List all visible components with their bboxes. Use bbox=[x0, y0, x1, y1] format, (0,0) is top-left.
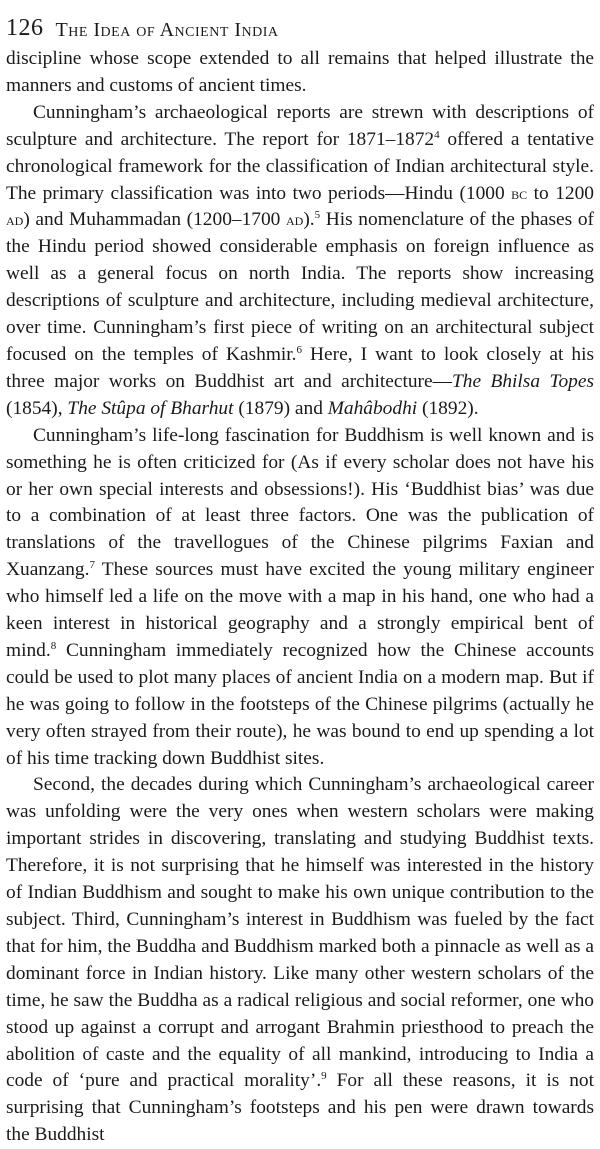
book-title: The Bhilsa Topes bbox=[452, 370, 595, 392]
text-run: Cunningham immediately recognized how the Chinese accounts could be used to plot many places of ancient India on a modern map. But if he was going to follow in the footsteps of the Chinese pilgrims (actually he very often strayed from their route), he was bound to end up spending a lot of his time tracking down Buddhist sites. bbox=[6, 639, 594, 769]
text-run: His nomenclature of the phases of the Hindu period showed considerable emphasis on foreign influence as well as a general focus on north India. The reports show increasing descriptions of sculpture and architecture, including medieval architecture, over time. Cunningham’s first piece of writing on an architectural subject focused on the temples of Kashmir. bbox=[6, 209, 594, 365]
text-run: ). bbox=[303, 209, 315, 231]
text-run: to 1200 bbox=[527, 182, 594, 204]
running-header bbox=[6, 0, 594, 46]
book-page bbox=[6, 0, 594, 1149]
text-run: (1854), bbox=[6, 397, 68, 419]
text-run: These sources must have excited the young military engineer who himself led a life on the move with a map in his hand, one who had a keen interest in historical geography and a strongly empirical bent of mind. bbox=[6, 559, 594, 661]
footnote-marker: 5 bbox=[314, 209, 321, 222]
text-run: offered a tentative chronological framework for the classification of Indian architectural style. The primary classification was into two periods—Hindu (1000 bbox=[6, 128, 594, 204]
page-number: 126 bbox=[6, 15, 44, 41]
text-run: (1879) and bbox=[233, 397, 328, 419]
text-run: ) and Muhammadan (1200–1700 bbox=[23, 209, 286, 231]
text-run: discipline whose scope extended to all remains that helped illustrate the manners and customs of ancient times. bbox=[6, 48, 594, 96]
text-run: Second, the decades during which Cunningham’s archaeological career was unfolding were the very ones when western scholars were making important strides in discovering, translating and studying Buddhist texts. Therefore, it is not surprising that he himself was interested in the history of Indian Buddhism and sought to make his own unique contribution to the subject. Third, Cunningham’s interest in Buddhism was fueled by the fact that for him, the Buddha and Buddhism marked both a pinnacle as well as a dominant force in Indian history. Like many other western scholars of the time, he saw the Buddha as a radical religious and social reformer, one who stood up against a corrupt and arrogant Brahmin priesthood to preach the abolition of caste and the equality of all mankind, introducing to India a code of ‘pure and practical morality’. bbox=[6, 774, 594, 1092]
footnote-marker: 9 bbox=[321, 1070, 327, 1083]
era-abbreviation: ad bbox=[6, 210, 24, 230]
era-abbreviation: bc bbox=[511, 183, 528, 203]
paragraph-buddhism-fascination bbox=[6, 423, 594, 773]
footnote-marker: 7 bbox=[89, 559, 95, 572]
book-title: Mahâbodhi bbox=[327, 397, 418, 419]
text-run: Here, I want to look closely at his three major works on Buddhist art and architecture— bbox=[6, 343, 594, 392]
body-text bbox=[6, 46, 594, 1149]
footnote-marker: 8 bbox=[50, 639, 57, 652]
book-title: The Stûpa of Bharhut bbox=[67, 397, 234, 419]
running-title: The Idea of Ancient India bbox=[55, 19, 279, 41]
paragraph-reports bbox=[6, 100, 594, 423]
text-run: (1892). bbox=[417, 397, 479, 419]
era-abbreviation: ad bbox=[285, 210, 304, 230]
paragraph-continuation bbox=[6, 46, 594, 100]
text-run: Cunningham’s life-long fascination for Buddhism is well known and is something he is often criticized for (As if every scholar does not have his or her own special interests and obsessions!). His ‘Buddhist bias’ was due to a combination of at least three factors. One was the publication of translations of the travellogues of the Chinese pilgrims Faxian and Xuanzang. bbox=[6, 424, 594, 581]
text-run: Cunningham’s archaeological reports are strewn with descriptions of sculpture and architecture. The report for 1871–1872 bbox=[6, 101, 594, 150]
footnote-marker: 4 bbox=[434, 128, 440, 141]
text-run: For all these reasons, it is not surprising that Cunningham’s footsteps and his pen were drawn towards the Buddhist bbox=[6, 1070, 594, 1146]
footnote-marker: 6 bbox=[296, 343, 303, 356]
